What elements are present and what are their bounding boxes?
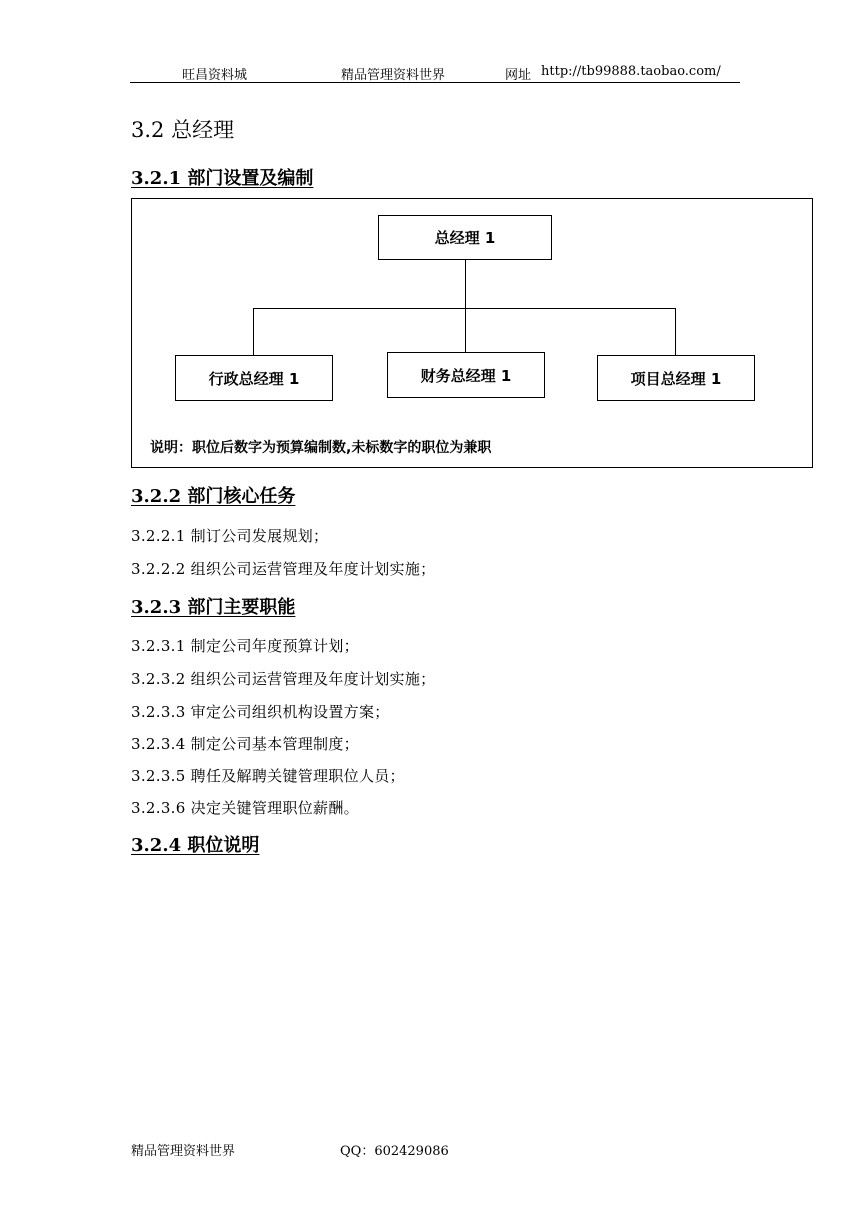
header-center-text: 精品管理资料世界 — [341, 68, 446, 83]
org-box-admin-manager: 行政总经理 1 — [175, 355, 333, 401]
core-tasks-heading: 3.2.2 部门核心任务 — [131, 486, 296, 507]
header-url[interactable]: http://tb99888.taobao.com/ — [541, 64, 721, 79]
org-connector-left — [253, 308, 254, 355]
org-connector-right — [675, 308, 676, 355]
duty-item: 3.2.3.5 聘任及解聘关键管理职位人员； — [131, 767, 405, 785]
core-task-item: 3.2.2.2 组织公司运营管理及年度计划实施； — [131, 560, 436, 578]
duty-item: 3.2.3.6 决定关键管理职位薪酬。 — [131, 799, 359, 817]
duty-item: 3.2.3.2 组织公司运营管理及年度计划实施； — [131, 670, 436, 688]
duties-heading: 3.2.3 部门主要职能 — [131, 597, 296, 618]
org-box-finance-manager: 财务总经理 1 — [387, 352, 545, 398]
duty-item: 3.2.3.4 制定公司基本管理制度； — [131, 735, 359, 753]
org-box-project-manager: 项目总经理 1 — [597, 355, 755, 401]
duty-item: 3.2.3.1 制定公司年度预算计划； — [131, 637, 359, 655]
footer-qq: QQ：602429086 — [340, 1144, 449, 1159]
org-connector-vertical — [465, 260, 466, 308]
duty-item: 3.2.3.3 审定公司组织机构设置方案； — [131, 703, 390, 721]
org-chart — [131, 198, 813, 468]
section-title: 3.2 总经理 — [131, 118, 235, 142]
org-connector-middle — [465, 308, 466, 352]
org-heading: 3.2.1 部门设置及编制 — [131, 168, 314, 189]
footer-left-text: 精品管理资料世界 — [131, 1144, 236, 1159]
header-left-text: 旺昌资料城 — [182, 68, 248, 83]
org-note: 说明：职位后数字为预算编制数,未标数字的职位为兼职 — [150, 440, 492, 456]
position-desc-heading: 3.2.4 职位说明 — [131, 835, 260, 856]
header-url-label: 网址 — [505, 68, 532, 83]
core-task-item: 3.2.2.1 制订公司发展规划； — [131, 527, 329, 545]
org-box-general-manager: 总经理 1 — [378, 215, 552, 260]
page-header — [130, 60, 740, 83]
